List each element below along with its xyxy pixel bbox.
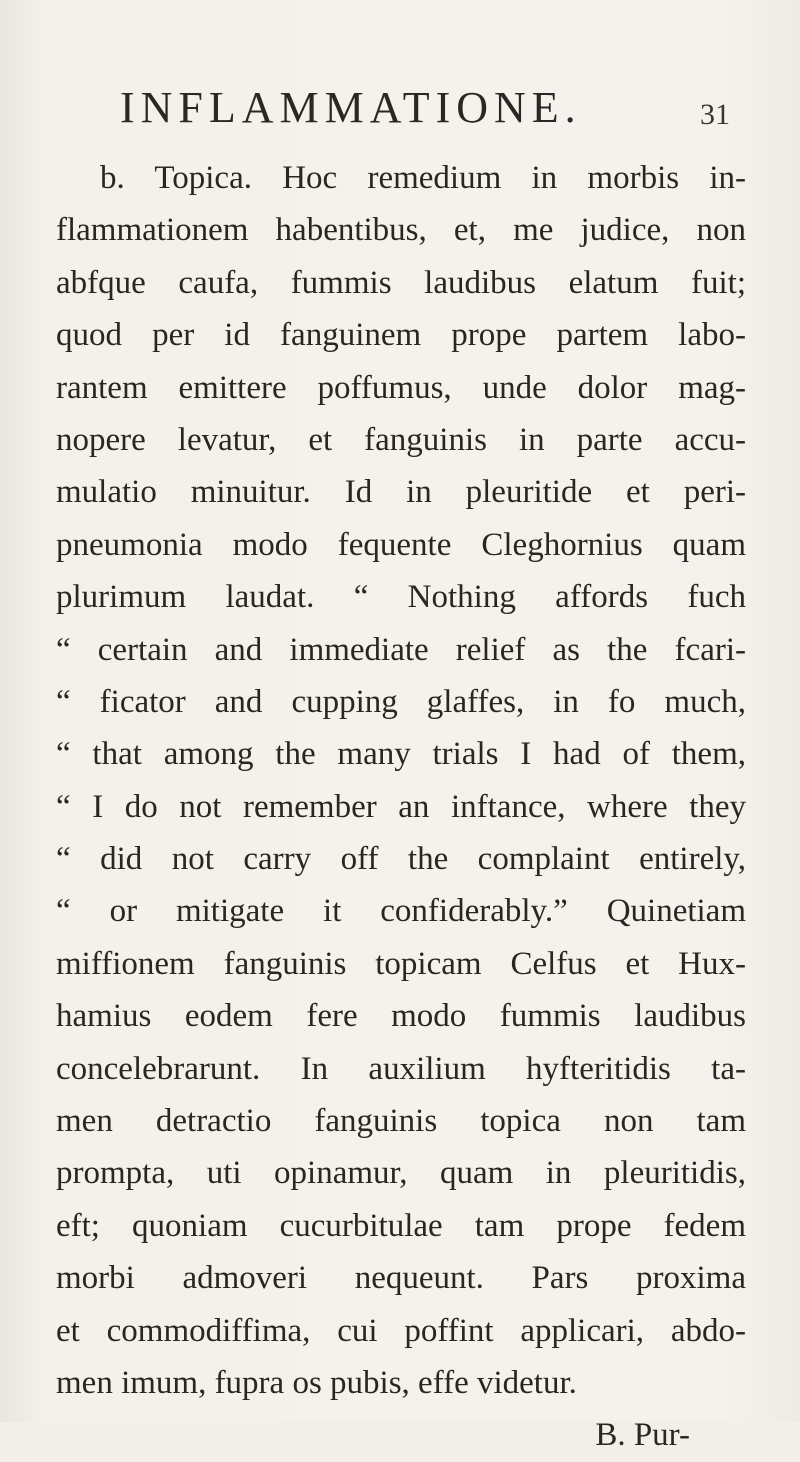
text-line: “ ficator and cupping glaffes, in fo much, [56, 683, 746, 720]
text-line: men detractio fanguinis topica non tam [56, 1103, 746, 1140]
text-line: eft; quoniam cucurbitulae tam prope fedem [56, 1207, 746, 1244]
text-line: abfque caufa, fummis laudibus elatum fuit; [56, 264, 746, 301]
text-line: “ certain and immediate relief as the fcari- [56, 631, 746, 668]
text-line: morbi admoveri nequeunt. Pars proxima [56, 1260, 746, 1297]
text-line: “ or mitigate it confiderably.” Quinetiam [56, 893, 746, 930]
text-line: “ I do not remember an inftance, where they [56, 788, 746, 825]
text-line: concelebrarunt. In auxilium hyfteritidis ta- [56, 1050, 746, 1087]
catchword: B. Pur- [595, 1417, 690, 1454]
running-head [120, 82, 740, 142]
text-line: b. Topica. Hoc remedium in morbis in- [100, 160, 746, 196]
page-number: 31 [700, 98, 730, 131]
text-line: “ that among the many trials I had of them, [56, 736, 746, 773]
text-line: miffionem fanguinis topicam Celfus et Hux- [56, 945, 746, 982]
running-title: INFLAMMATIONE. [120, 83, 582, 132]
body-text [56, 152, 746, 1462]
text-line: hamius eodem fere modo fummis laudibus [56, 998, 746, 1035]
text-line: flammationem habentibus, et, me judice, non [56, 212, 746, 249]
text-line: prompta, uti opinamur, quam in pleuritidis, [56, 1155, 746, 1192]
text-line: nopere levatur, et fanguinis in parte accu- [56, 421, 746, 458]
text-line: quod per id fanguinem prope partem labo- [56, 317, 746, 354]
text-line: plurimum laudat. “ Nothing affords fuch [56, 579, 746, 616]
text-line: pneumonia modo fequente Cleghornius quam [56, 526, 746, 563]
text-line: mulatio minuitur. Id in pleuritide et peri- [56, 474, 746, 511]
text-line: men imum, fupra os pubis, effe videtur. [56, 1364, 577, 1401]
text-line: et commodiffima, cui poffint applicari, abdo- [56, 1312, 746, 1349]
text-line: “ did not carry off the complaint entirely, [56, 841, 746, 878]
text-line: rantem emittere poffumus, unde dolor mag- [56, 369, 746, 406]
